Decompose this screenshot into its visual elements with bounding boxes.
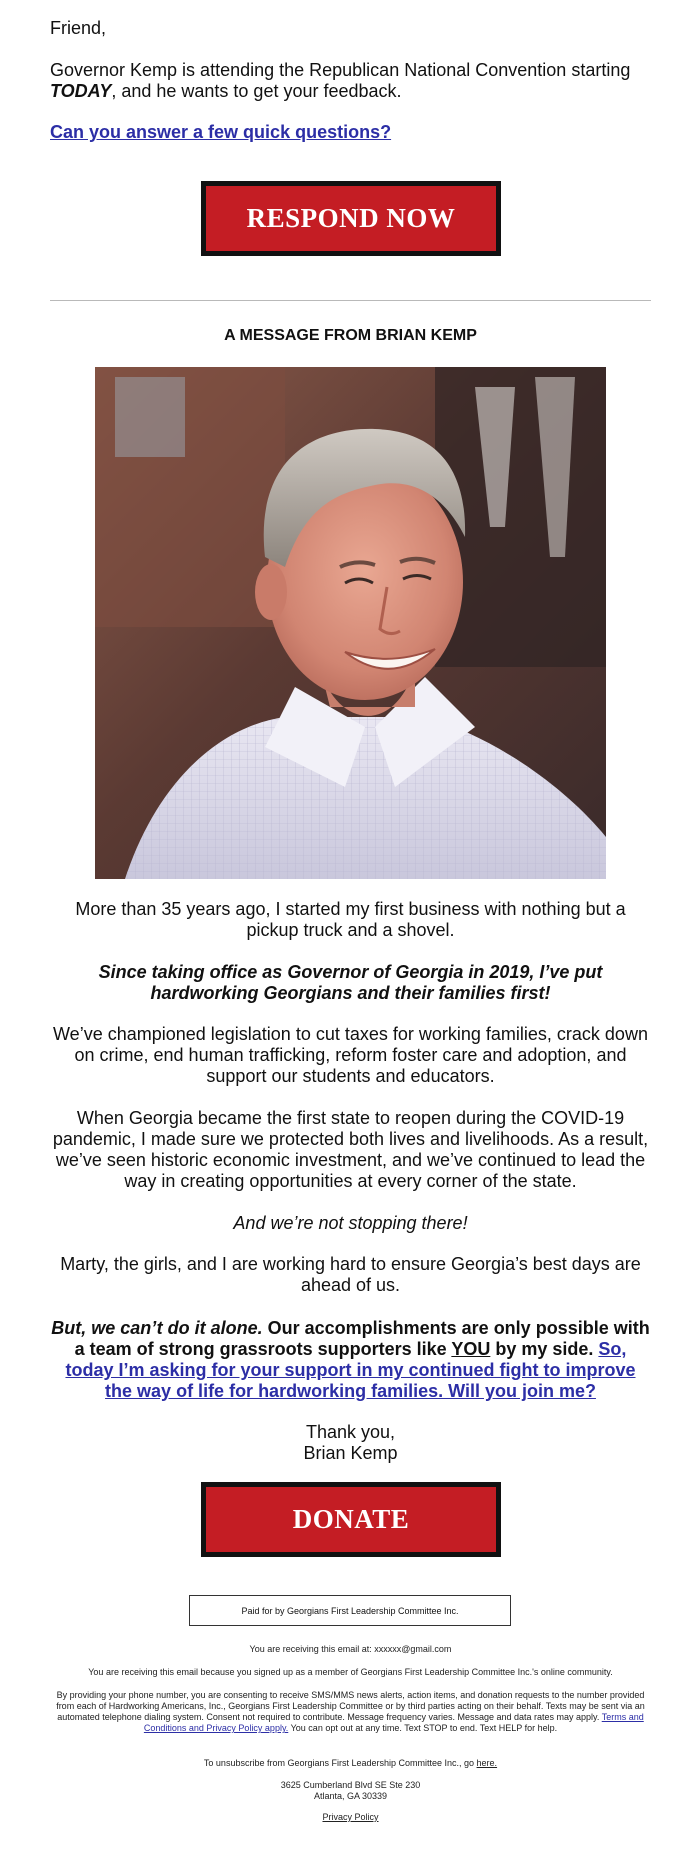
intro-text: Governor Kemp is attending the Republican National Convention starting bbox=[50, 60, 631, 80]
support-emphasis: But, we can’t do it alone. bbox=[51, 1318, 263, 1338]
address-line-2: Atlanta, GA 30339 bbox=[313, 1791, 388, 1801]
recipient-email: xxxxxx@gmail.com bbox=[374, 1644, 452, 1654]
intro-emphasis: TODAY bbox=[50, 81, 112, 101]
support-you: YOU bbox=[451, 1339, 491, 1359]
brian-kemp-photo bbox=[95, 367, 606, 879]
greeting: Friend, bbox=[50, 18, 107, 38]
unsubscribe-text: To unsubscribe from Georgians First Leadership Committee Inc., go bbox=[203, 1758, 477, 1768]
support-link[interactable]: So, today I’m asking for your support in my continued fight to improve the way of life for hardworking families. Will you join me? bbox=[65, 1339, 636, 1401]
privacy-line bbox=[50, 1812, 651, 1823]
support-text-2: by my side. bbox=[490, 1339, 599, 1359]
signoff-name: Brian Kemp bbox=[303, 1443, 398, 1463]
paragraph-legislation: We’ve championed legislation to cut taxes for working families, crack down on crime, end human trafficking, reform foster care and adoption, and support our students and educators. bbox=[53, 1024, 648, 1086]
paragraph-not-stopping: And we’re not stopping there! bbox=[233, 1213, 468, 1233]
sms-disclaimer bbox=[50, 1690, 651, 1734]
sms-text-end: You can opt out at any time. Text STOP to end. Text HELP for help. bbox=[288, 1723, 558, 1733]
privacy-policy-link[interactable]: Privacy Policy bbox=[322, 1812, 379, 1822]
terms-link[interactable]: Terms and Conditions and Privacy Policy apply. bbox=[143, 1712, 644, 1733]
message-heading: A MESSAGE FROM BRIAN KEMP bbox=[224, 327, 477, 344]
support-text: Our accomplishments are only possible with a team of strong grassroots supporters like bbox=[74, 1318, 650, 1359]
address bbox=[50, 1780, 651, 1802]
divider bbox=[50, 300, 651, 301]
intro-text-end: , and he wants to get your feedback. bbox=[111, 81, 402, 101]
paragraph-covid: When Georgia became the first state to reopen during the COVID-19 pandemic, I made sure we protected both lives and livelihoods. As a result, we’ve seen historic economic investment, and we’ve continued to lead the way in creating opportunities at every corner of the state. bbox=[52, 1108, 649, 1191]
unsubscribe-link[interactable]: here. bbox=[476, 1758, 498, 1768]
signoff-thanks: Thank you, bbox=[305, 1422, 396, 1442]
paragraph-business: More than 35 years ago, I started my first business with nothing but a pickup truck and a shovel. bbox=[75, 899, 626, 940]
intro-paragraph bbox=[50, 60, 650, 102]
signoff bbox=[50, 1422, 651, 1464]
questions-link[interactable]: Can you answer a few quick questions? bbox=[50, 122, 392, 142]
unsubscribe-line bbox=[50, 1758, 651, 1769]
address-line-1: 3625 Cumberland Blvd SE Ste 230 bbox=[280, 1780, 421, 1790]
sms-text: By providing your phone number, you are consenting to receive SMS/MMS news alerts, action items, and donation requests to the number provided from each of Hardworking Americans, Inc., Georgians First Leadership Committee or by third parties acting on their behalf. Texts may be sent via an automated telephone dialing system. Consent not required to contribute. Message frequency varies. Message and data rates may apply. bbox=[56, 1690, 645, 1722]
receiving-email bbox=[50, 1644, 651, 1655]
donate-button[interactable]: DONATE bbox=[201, 1482, 501, 1557]
receiving-prefix: You are receiving this email at: bbox=[249, 1644, 375, 1654]
signup-reason: You are receiving this email because you signed up as a member of Georgians First Leadership Committee Inc.'s online community. bbox=[88, 1667, 613, 1677]
paid-for-box: Paid for by Georgians First Leadership Committee Inc. bbox=[189, 1595, 511, 1626]
paragraph-family: Marty, the girls, and I are working hard to ensure Georgia’s best days are ahead of us. bbox=[60, 1254, 641, 1295]
paragraph-support bbox=[50, 1318, 651, 1402]
paragraph-governor: Since taking office as Governor of Georgia in 2019, I’ve put hardworking Georgians and their families first! bbox=[98, 962, 603, 1003]
respond-now-button[interactable]: RESPOND NOW bbox=[201, 181, 501, 256]
